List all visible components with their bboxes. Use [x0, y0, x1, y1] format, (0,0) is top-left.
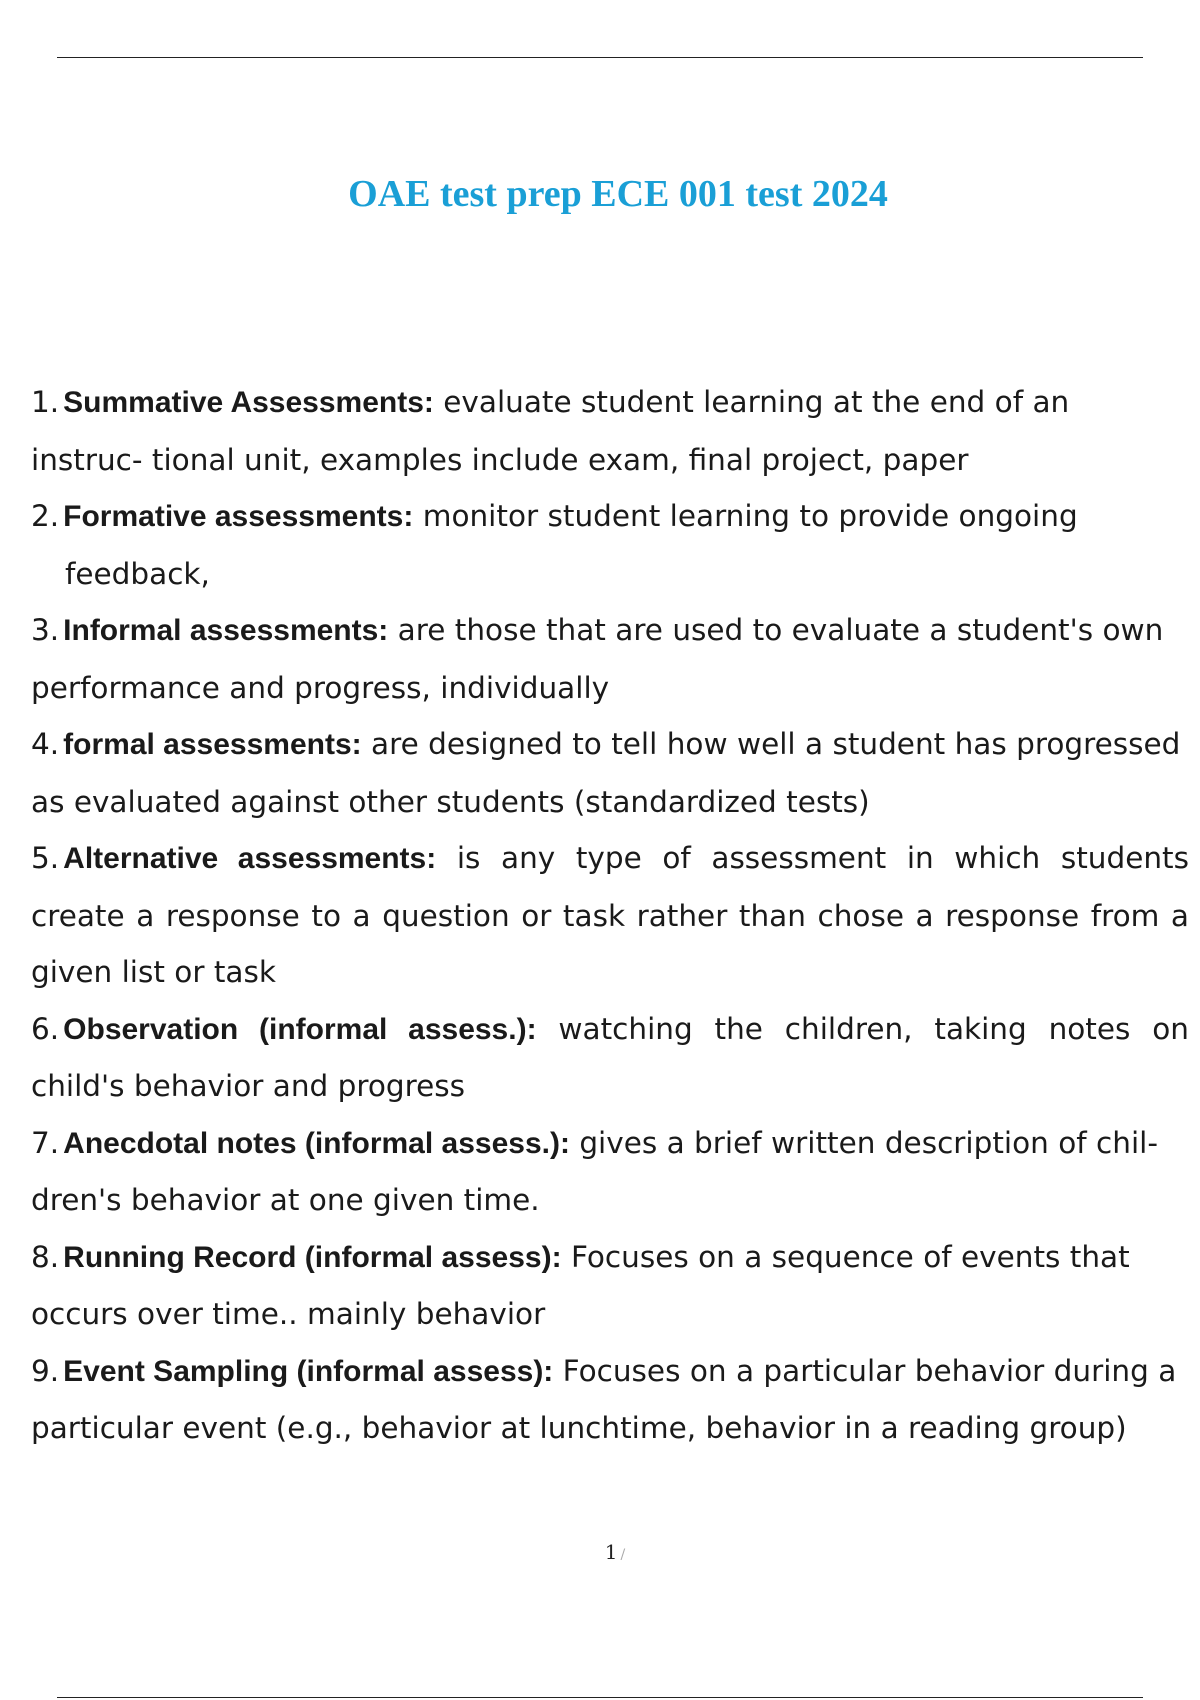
list-item — [31, 1115, 1189, 1229]
item-number: 8. — [31, 1239, 60, 1274]
list-item — [31, 488, 1189, 602]
item-definition: is any type of assessment in which students create a response to a question or task rather than chose a response from a given list or task — [31, 841, 1189, 989]
item-number: 4. — [31, 727, 60, 761]
item-definition: evaluate student learning at the end of an instruc- tional unit, examples include exam, final project, paper — [31, 385, 1070, 477]
list-item — [31, 374, 1189, 488]
item-number: 3. — [31, 613, 60, 647]
list-item — [31, 830, 1189, 1001]
page-number-value: 1 — [604, 1540, 618, 1564]
list-item — [31, 1229, 1189, 1343]
item-definition: are designed to tell how well a student has progressed as evaluated against other students (standardized tests) — [31, 727, 1181, 819]
item-definition: gives a brief written description of chil- dren's behavior at one given time. — [31, 1125, 1158, 1217]
item-definition: are those that are used to evaluate a student's own performance and progress, individually — [31, 613, 1164, 705]
item-number: 1. — [31, 385, 60, 419]
list-item — [31, 1343, 1189, 1457]
item-term: Alternative assessments: — [63, 842, 437, 875]
item-term: Formative assessments: — [63, 500, 414, 533]
page-separator: / — [620, 1547, 626, 1563]
item-term: Event Sampling (informal assess): — [63, 1354, 554, 1388]
bottom-rule — [57, 1697, 1143, 1698]
item-number: 6. — [31, 1011, 60, 1046]
list-item — [31, 716, 1189, 830]
page-number — [0, 1540, 1200, 1564]
list-item — [31, 602, 1189, 716]
item-number: 7. — [31, 1125, 60, 1160]
item-definition-continued: feedback, — [65, 556, 210, 591]
definitions-list — [31, 374, 1189, 1457]
item-definition: monitor student learning to provide ongoing — [413, 499, 1078, 533]
item-term: formal assessments: — [63, 728, 362, 761]
item-definition: Focuses on a sequence of events that occurs over time.. mainly behavior — [31, 1239, 1130, 1331]
item-definition: Focuses on a particular behavior during a particular event (e.g., behavior at lunchtime, behavior in a reading group) — [31, 1353, 1177, 1445]
item-term: Informal assessments: — [63, 614, 389, 647]
item-number: 2. — [31, 499, 60, 533]
document-title: OAE test prep ECE 001 test 2024 — [348, 173, 888, 215]
item-number: 9. — [31, 1353, 60, 1388]
item-number: 5. — [31, 841, 60, 875]
top-rule — [57, 57, 1143, 58]
item-term: Anecdotal notes (informal assess.): — [63, 1126, 570, 1160]
item-term: Summative Assessments: — [63, 386, 434, 419]
item-term: Observation (informal assess.): — [63, 1012, 537, 1046]
item-term: Running Record (informal assess): — [63, 1240, 562, 1274]
item-definition: watching the children, taking notes on child's behavior and progress — [31, 1011, 1189, 1103]
list-item — [31, 1001, 1189, 1115]
